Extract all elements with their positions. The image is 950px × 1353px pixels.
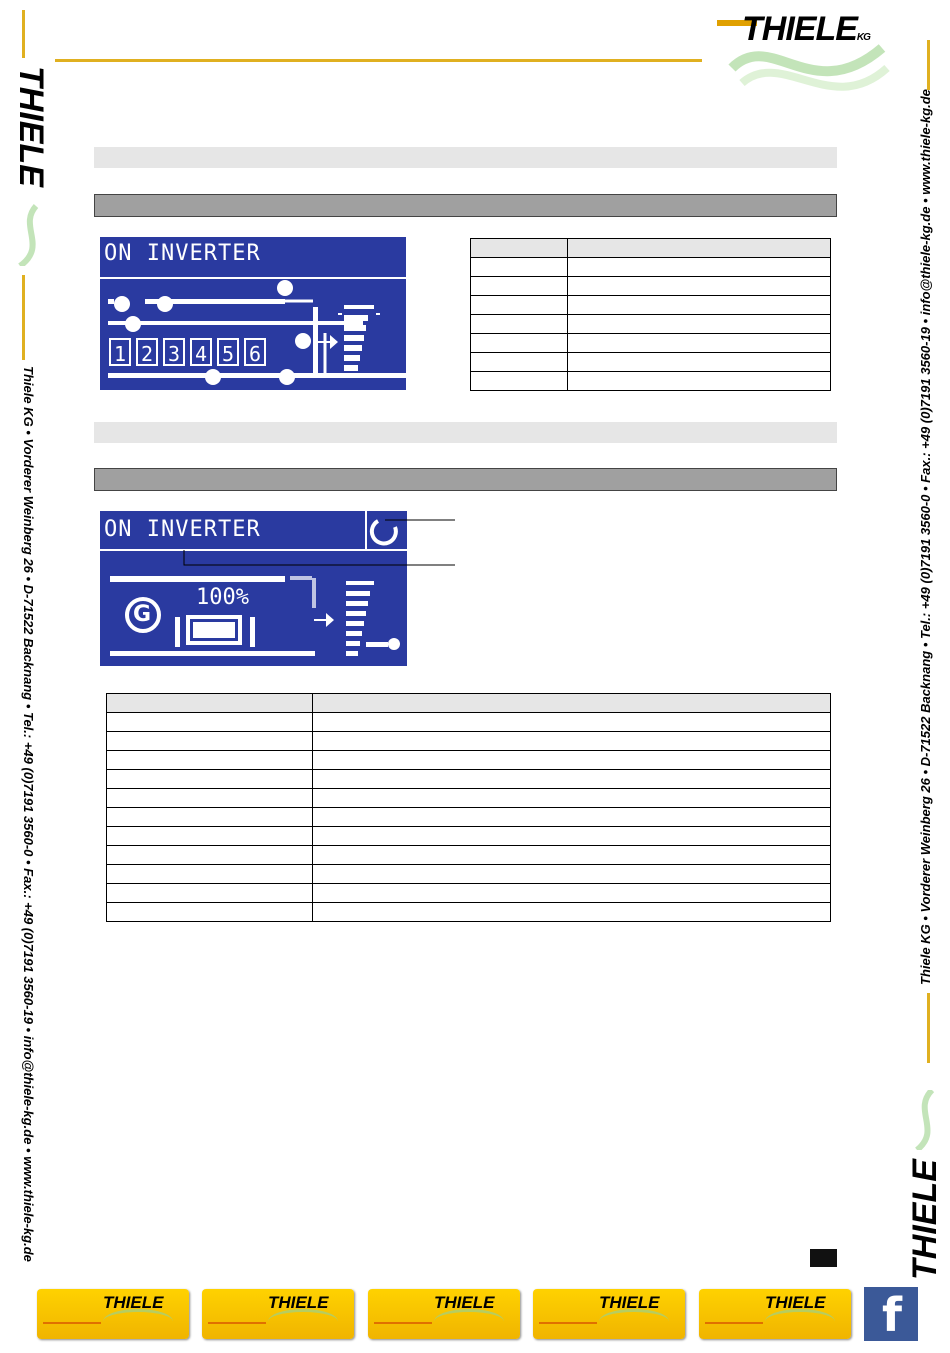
footer-link-tile[interactable] <box>37 1289 189 1339</box>
table-row <box>471 258 831 277</box>
lcd2-callout-lines <box>180 510 460 570</box>
header-rule <box>55 59 702 62</box>
tile-swirl <box>599 1309 669 1334</box>
table-cell <box>568 258 831 277</box>
lcd1-title: ON INVERTER <box>104 241 261 266</box>
section2-subtitle-bar <box>94 422 837 443</box>
table-cell <box>107 884 313 903</box>
table-row <box>107 770 831 789</box>
table-cell <box>107 732 313 751</box>
table-row <box>471 334 831 353</box>
table-cell <box>471 353 568 372</box>
table-cell <box>568 239 831 258</box>
table-row <box>107 827 831 846</box>
table-row <box>107 694 831 713</box>
section2-heading-bar <box>94 468 837 491</box>
right-rule-top <box>927 40 930 90</box>
lcd1-digit: 3 <box>163 338 185 366</box>
table-row <box>471 372 831 391</box>
table-row <box>107 751 831 770</box>
logo-wordmark: THIELE <box>742 10 857 48</box>
table-cell <box>568 334 831 353</box>
left-rule-mid <box>22 275 25 360</box>
table-cell <box>107 903 313 922</box>
table-row <box>471 353 831 372</box>
table-cell <box>568 277 831 296</box>
table-cell <box>471 296 568 315</box>
right-rule-bottom <box>927 993 930 1063</box>
tile-underline <box>539 1322 597 1324</box>
lcd2-g-symbol: G <box>133 602 152 627</box>
table-cell <box>107 865 313 884</box>
table-cell <box>107 694 313 713</box>
tile-wordmark: THIELE <box>434 1293 495 1312</box>
table-row <box>471 239 831 258</box>
table-cell <box>568 296 831 315</box>
table-cell <box>471 277 568 296</box>
section1-heading-bar <box>94 194 837 217</box>
lcd-screen-1 <box>100 237 406 390</box>
tile-underline <box>705 1322 763 1324</box>
table-row <box>107 732 831 751</box>
table-cell <box>313 751 831 770</box>
table-cell <box>471 239 568 258</box>
lcd1-digit: 2 <box>136 338 158 366</box>
table-cell <box>107 770 313 789</box>
table-cell <box>471 315 568 334</box>
facebook-button[interactable] <box>864 1287 918 1341</box>
left-logo <box>8 66 48 266</box>
table-cell <box>313 884 831 903</box>
left-logo-wordmark: THIELE <box>12 66 50 187</box>
table-cell <box>313 827 831 846</box>
table-row <box>107 713 831 732</box>
tile-underline <box>43 1322 101 1324</box>
tile-wordmark: THIELE <box>103 1293 164 1312</box>
lcd2-percent: 100% <box>196 585 249 610</box>
table-cell <box>313 713 831 732</box>
table-cell <box>313 770 831 789</box>
right-logo <box>902 1090 946 1280</box>
table-row <box>107 903 831 922</box>
table-row <box>471 296 831 315</box>
table-cell <box>568 353 831 372</box>
table-row <box>107 789 831 808</box>
table-cell <box>313 808 831 827</box>
tile-swirl <box>268 1309 338 1334</box>
right-contact-text: Thiele KG • Vorderer Weinberg 26 • D-71522 Backnang • Tel.: +49 (0)7191 3560-0 • Fax.: +49 (0)7191 3560-19 • info@thiele-kg.de • www.thiele-kg.de <box>918 89 933 985</box>
table-cell <box>471 334 568 353</box>
table-row <box>471 277 831 296</box>
table-cell <box>313 694 831 713</box>
table-cell <box>313 865 831 884</box>
tile-underline <box>208 1322 266 1324</box>
legend-table-2 <box>106 693 831 922</box>
header-logo <box>712 8 902 108</box>
table-row <box>107 846 831 865</box>
lcd1-digit: 1 <box>109 338 131 366</box>
lcd1-digit: 5 <box>217 338 239 366</box>
facebook-icon: f <box>882 1288 903 1342</box>
table-cell <box>313 846 831 865</box>
lcd1-digit-row <box>109 338 269 368</box>
tile-wordmark: THIELE <box>599 1293 660 1312</box>
table-cell <box>568 372 831 391</box>
lcd2-title: ON INVERTER <box>104 517 261 542</box>
footer-link-tile[interactable] <box>368 1289 520 1339</box>
table-cell <box>107 827 313 846</box>
footer-link-tile[interactable] <box>533 1289 685 1339</box>
table-cell <box>313 903 831 922</box>
table-cell <box>471 258 568 277</box>
table-cell <box>107 846 313 865</box>
table-cell <box>471 372 568 391</box>
table-row <box>107 884 831 903</box>
table-cell <box>107 751 313 770</box>
tile-swirl <box>765 1309 835 1334</box>
tile-swirl <box>103 1309 173 1334</box>
legend-table-1 <box>470 238 831 391</box>
table-cell <box>107 713 313 732</box>
footer-link-tile[interactable] <box>699 1289 851 1339</box>
table-row <box>107 865 831 884</box>
tile-wordmark: THIELE <box>268 1293 329 1312</box>
table-row <box>107 808 831 827</box>
footer-link-tile[interactable] <box>202 1289 354 1339</box>
right-logo-swirl <box>902 1090 946 1150</box>
table-row <box>471 315 831 334</box>
left-rule-top <box>22 10 25 58</box>
lcd1-digit: 6 <box>244 338 266 366</box>
left-contact-text: Thiele KG • Vorderer Weinberg 26 • D-71522 Backnang • Tel.: +49 (0)7191 3560-0 • Fax.: +49 (0)7191 3560-19 • info@thiele-kg.de • www.thiele-kg.de <box>21 366 36 1262</box>
tile-swirl <box>434 1309 504 1334</box>
table-cell <box>313 732 831 751</box>
tile-wordmark: THIELE <box>765 1293 826 1312</box>
lcd1-digit: 4 <box>190 338 212 366</box>
table-cell <box>568 315 831 334</box>
table-cell <box>107 808 313 827</box>
page-number-box <box>810 1249 837 1267</box>
table-cell <box>313 789 831 808</box>
right-logo-wordmark: THIELE <box>906 1159 944 1280</box>
logo-suffix: KG <box>856 32 870 43</box>
section1-subtitle-bar <box>94 147 837 168</box>
table-cell <box>107 789 313 808</box>
tile-underline <box>374 1322 432 1324</box>
